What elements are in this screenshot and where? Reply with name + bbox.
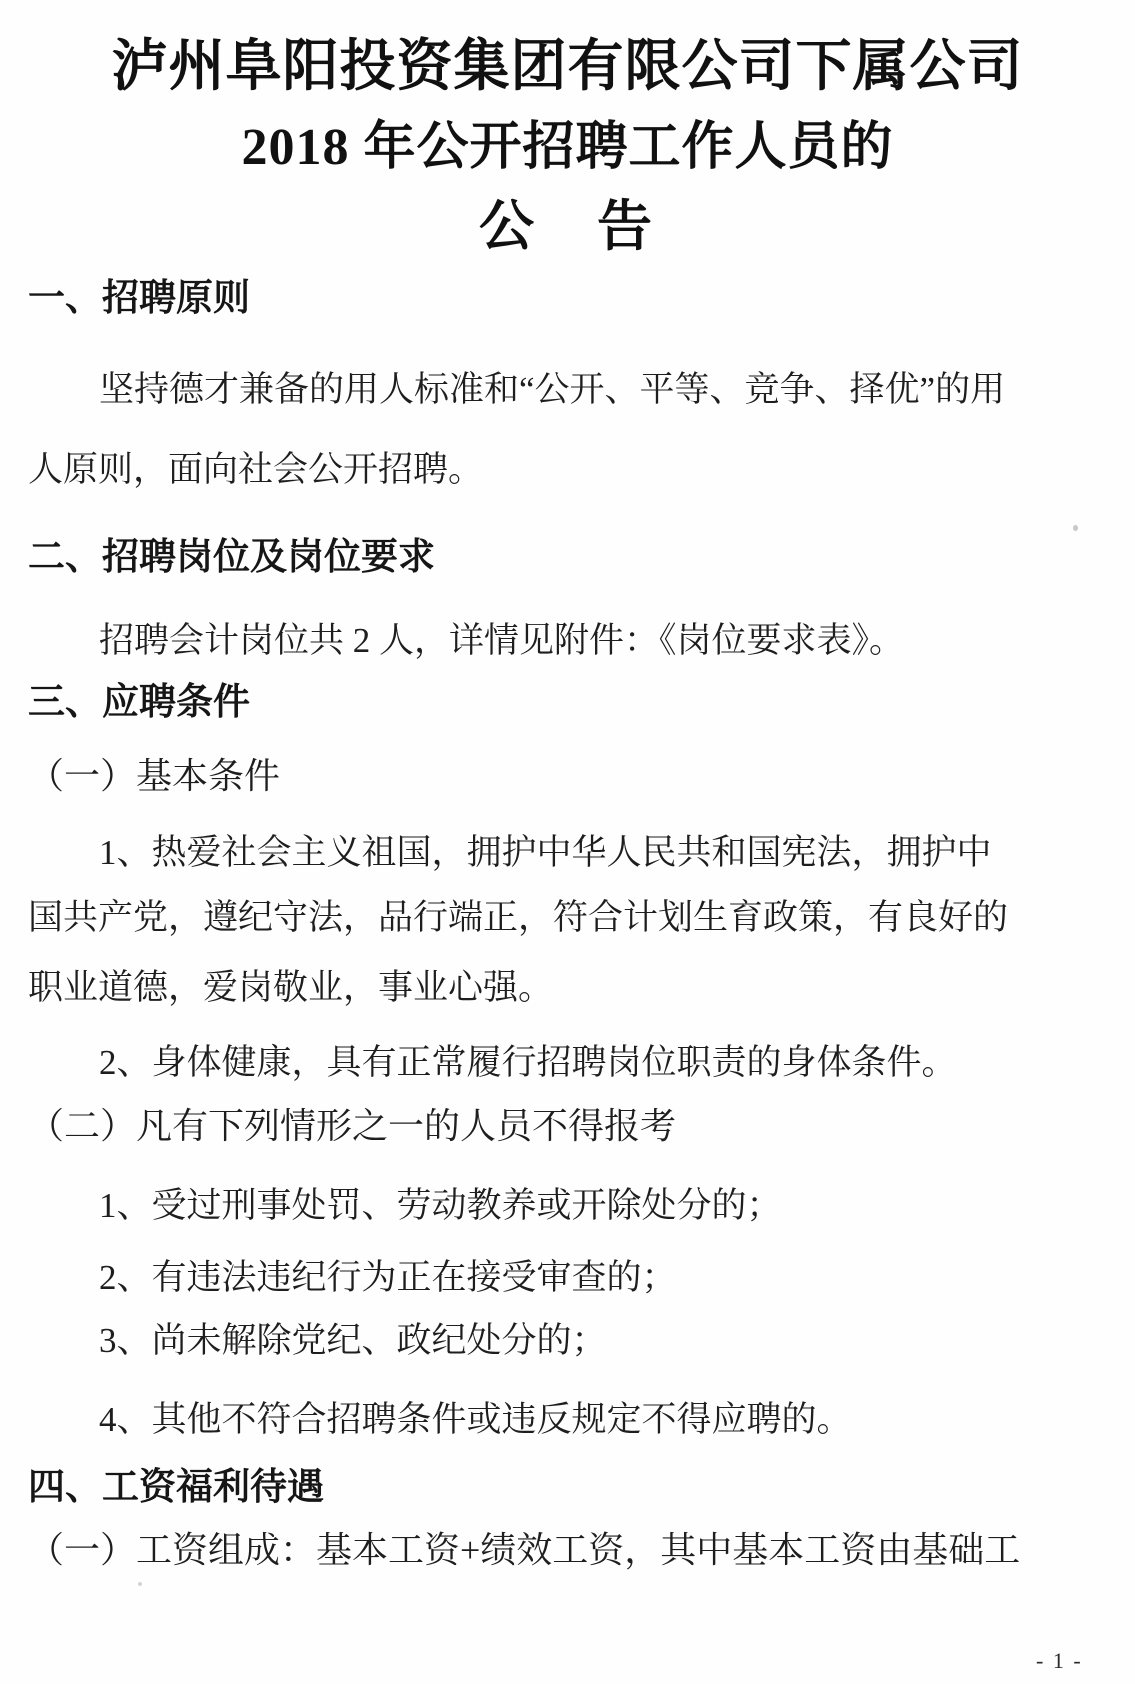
subsection-3-1-heading: （一）基本条件 [28, 756, 281, 796]
page-number: - 1 - [1036, 1648, 1083, 1673]
para-principles-line1: 坚持德才兼备的用人标准和“公开、平等、竞争、择优”的用 [99, 370, 1006, 409]
para-basic-cond2: 2、身体健康，具有正常履行招聘岗位职责的身体条件。 [99, 1043, 957, 1082]
section-4-heading: 四、工资福利待遇 [28, 1467, 324, 1508]
disqualify-item-3: 3、尚未解除党纪、政纪处分的； [99, 1321, 607, 1360]
section-3-heading: 三、应聘条件 [28, 682, 250, 723]
section-2-heading: 二、招聘岗位及岗位要求 [28, 537, 435, 578]
disqualify-item-2: 2、有违法违纪行为正在接受审查的； [99, 1258, 677, 1297]
scan-artifact-dot [138, 1582, 142, 1586]
document-title-line1: 泸州阜阳投资集团有限公司下属公司 [111, 36, 1024, 98]
disqualify-item-1: 1、受过刑事处罚、劳动教养或开除处分的； [99, 1186, 782, 1225]
para-basic-cond1-line3: 职业道德，爱岗敬业，事业心强。 [28, 968, 554, 1007]
section-1-heading: 一、招聘原则 [28, 278, 250, 319]
para-principles-line2: 人原则，面向社会公开招聘。 [28, 450, 484, 489]
subsection-3-2-heading: （二）凡有下列情形之一的人员不得报考 [28, 1106, 677, 1146]
document-title-line3: 公 告 [478, 196, 656, 257]
document-title-line2: 2018 年公开招聘工作人员的 [241, 119, 894, 176]
para-positions: 招聘会计岗位共 2 人，详情见附件：《岗位要求表》。 [99, 621, 905, 660]
para-salary-line1: （一）工资组成：基本工资+绩效工资，其中基本工资由基础工 [28, 1530, 1021, 1570]
para-basic-cond1-line1: 1、热爱社会主义祖国，拥护中华人民共和国宪法，拥护中 [99, 833, 992, 872]
para-basic-cond1-line2: 国共产党，遵纪守法，品行端正，符合计划生育政策，有良好的 [28, 898, 1009, 937]
scan-artifact-dot [1073, 525, 1078, 531]
disqualify-item-4: 4、其他不符合招聘条件或违反规定不得应聘的。 [99, 1400, 852, 1439]
